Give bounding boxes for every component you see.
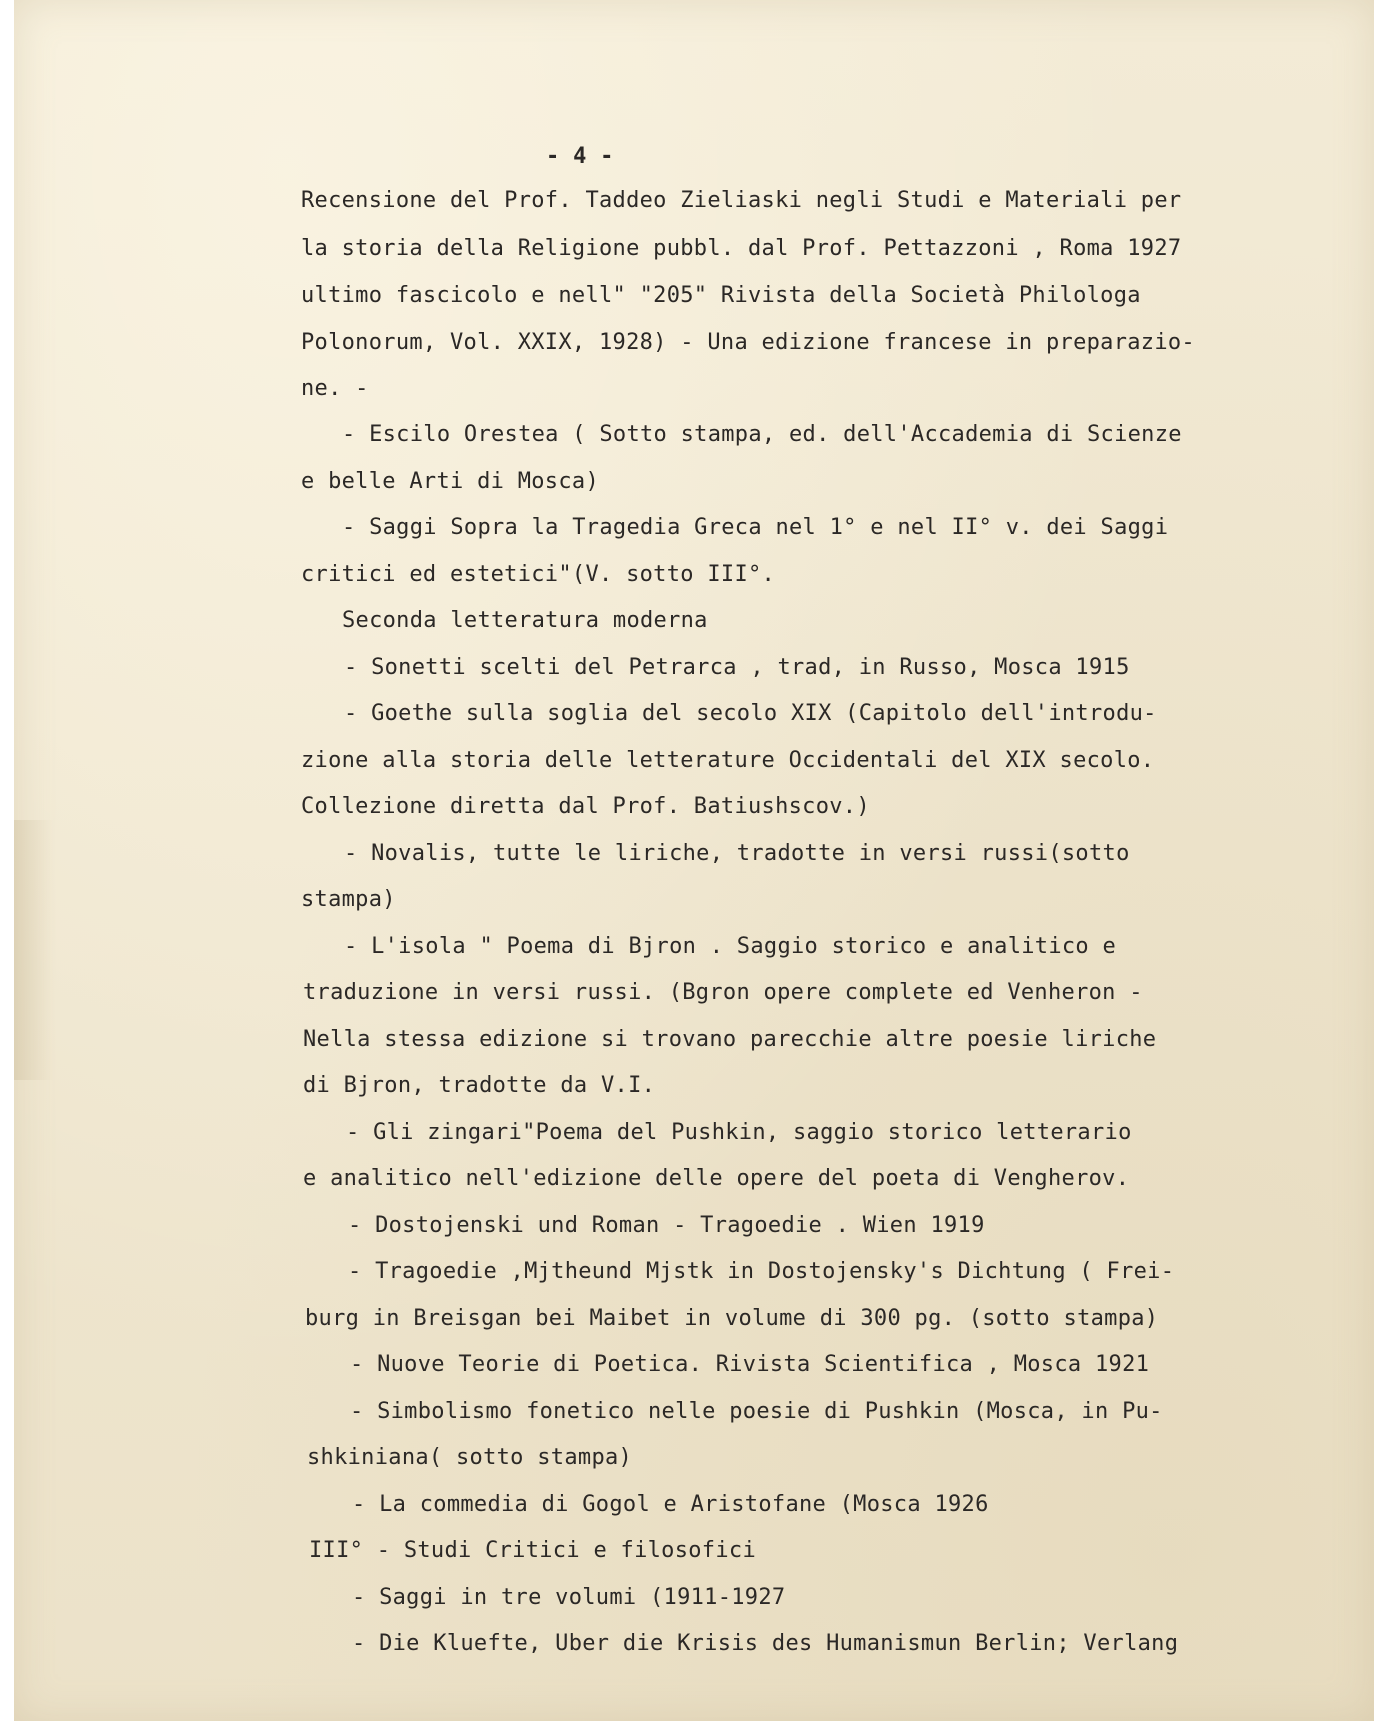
text-line: la storia della Religione pubbl. dal Prof. Pettazzoni , Roma 1927 xyxy=(301,236,1182,261)
text-line: - Saggi Sopra la Tragedia Greca nel 1° e nel II° v. dei Saggi xyxy=(342,515,1169,540)
text-line: - L'isola " Poema di Bjron . Saggio storico e analitico e xyxy=(344,934,1117,959)
text-line: - Goethe sulla soglia del secolo XIX (Capitolo dell'introdu- xyxy=(344,701,1157,726)
text-line: - Nuove Teorie di Poetica. Rivista Scientifica , Mosca 1921 xyxy=(350,1352,1150,1377)
text-line: - Novalis, tutte le liriche, tradotte in versi russi(sotto xyxy=(344,841,1130,866)
text-line: - Tragoedie ,Mjtheund Mjstk in Dostojensky's Dichtung ( Frei- xyxy=(348,1259,1175,1284)
text-line: zione alla storia delle letterature Occidentali del XIX secolo. xyxy=(301,748,1155,773)
text-line: Recensione del Prof. Taddeo Zieliaski negli Studi e Materiali per xyxy=(301,188,1182,213)
text-line: - Die Kluefte, Uber die Krisis des Humanismun Berlin; Verlang xyxy=(352,1631,1179,1656)
text-line: Nella stessa edizione si trovano parecchie altre poesie liriche xyxy=(303,1027,1157,1052)
text-line: di Bjron, tradotte da V.I. xyxy=(303,1073,656,1098)
text-line: Collezione diretta dal Prof. Batiushscov.) xyxy=(301,794,870,819)
text-line: critici ed estetici"(V. sotto III°. xyxy=(301,562,776,587)
text-line: ne. - xyxy=(301,376,369,401)
text-line: ultimo fascicolo e nell" "205" Rivista della Società Philologa xyxy=(301,283,1141,308)
text-line: - Gli zingari"Poema del Pushkin, saggio storico letterario xyxy=(346,1120,1132,1145)
text-line: Seconda letteratura moderna xyxy=(342,608,708,633)
text-line: - Dostojenski und Roman - Tragoedie . Wien 1919 xyxy=(348,1213,985,1238)
text-line: burg in Breisgan bei Maibet in volume di 300 pg. (sotto stampa) xyxy=(305,1306,1159,1331)
page-number: - 4 - xyxy=(546,144,614,169)
text-line: e analitico nell'edizione delle opere del poeta di Vengherov. xyxy=(303,1166,1130,1191)
text-line: Polonorum, Vol. XXIX, 1928) - Una edizione francese in preparazio- xyxy=(301,330,1195,355)
text-line: - Escilo Orestea ( Sotto stampa, ed. dell'Accademia di Scienze xyxy=(342,422,1182,447)
text-line: shkiniana( sotto stampa) xyxy=(307,1445,633,1470)
text-line: stampa) xyxy=(301,887,396,912)
text-line: e belle Arti di Mosca) xyxy=(301,469,599,494)
paper-fold-shadow xyxy=(14,820,54,1080)
text-line: - Saggi in tre volumi (1911-1927 xyxy=(352,1585,786,1610)
text-line: - Simbolismo fonetico nelle poesie di Pushkin (Mosca, in Pu- xyxy=(350,1399,1163,1424)
text-line: traduzione in versi russi. (Bgron opere complete ed Venheron - xyxy=(303,980,1143,1005)
text-line: - La commedia di Gogol e Aristofane (Mosca 1926 xyxy=(352,1492,989,1517)
text-line: III° - Studi Critici e filosofici xyxy=(309,1538,756,1563)
text-line: - Sonetti scelti del Petrarca , trad, in Russo, Mosca 1915 xyxy=(344,655,1130,680)
